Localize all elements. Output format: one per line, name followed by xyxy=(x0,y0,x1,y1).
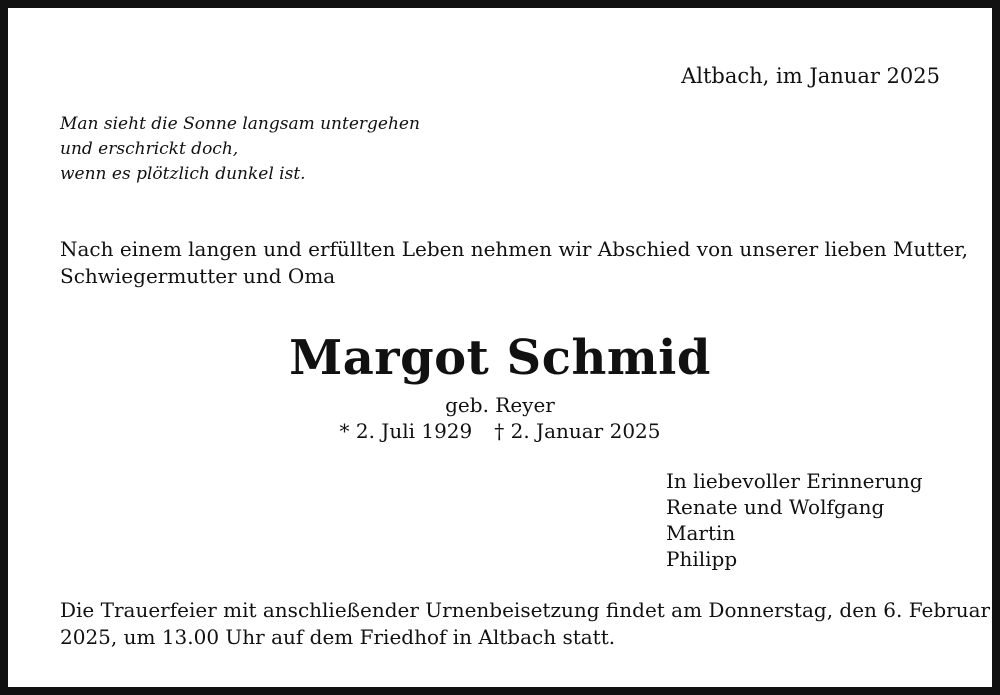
funeral-line: 2025, um 13.00 Uhr auf dem Friedhof in Altbach statt. xyxy=(60,625,616,649)
intro-line: Nach einem langen und erfüllten Leben nehmen wir Abschied von unserer lieben Mutter, xyxy=(60,237,969,261)
birth-date: * 2. Juli 1929 xyxy=(339,419,473,443)
signers xyxy=(666,468,923,572)
funeral-info xyxy=(60,597,990,651)
poem-line: und erschrickt doch, xyxy=(60,139,239,159)
place-date: Altbach, im Januar 2025 xyxy=(681,64,940,88)
intro-line: Schwiegermutter und Oma xyxy=(60,264,336,288)
death-date: † 2. Januar 2025 xyxy=(494,419,661,443)
poem xyxy=(60,112,420,187)
signer-line: Renate und Wolfgang xyxy=(666,495,885,519)
intro-text xyxy=(60,236,968,290)
signer-line: Philipp xyxy=(666,547,738,571)
poem-line: wenn es plötzlich dunkel ist. xyxy=(60,164,306,184)
maiden-name: geb. Reyer xyxy=(445,393,555,417)
signer-line: In liebevoller Erinnerung xyxy=(666,469,923,493)
life-dates xyxy=(8,419,992,443)
funeral-line: Die Trauerfeier mit anschließender Urnenbeisetzung findet am Donnerstag, den 6. Februar xyxy=(60,598,991,622)
deceased-name: Margot Schmid xyxy=(289,330,711,386)
signer-line: Martin xyxy=(666,521,736,545)
poem-line: Man sieht die Sonne langsam untergehen xyxy=(60,114,420,134)
